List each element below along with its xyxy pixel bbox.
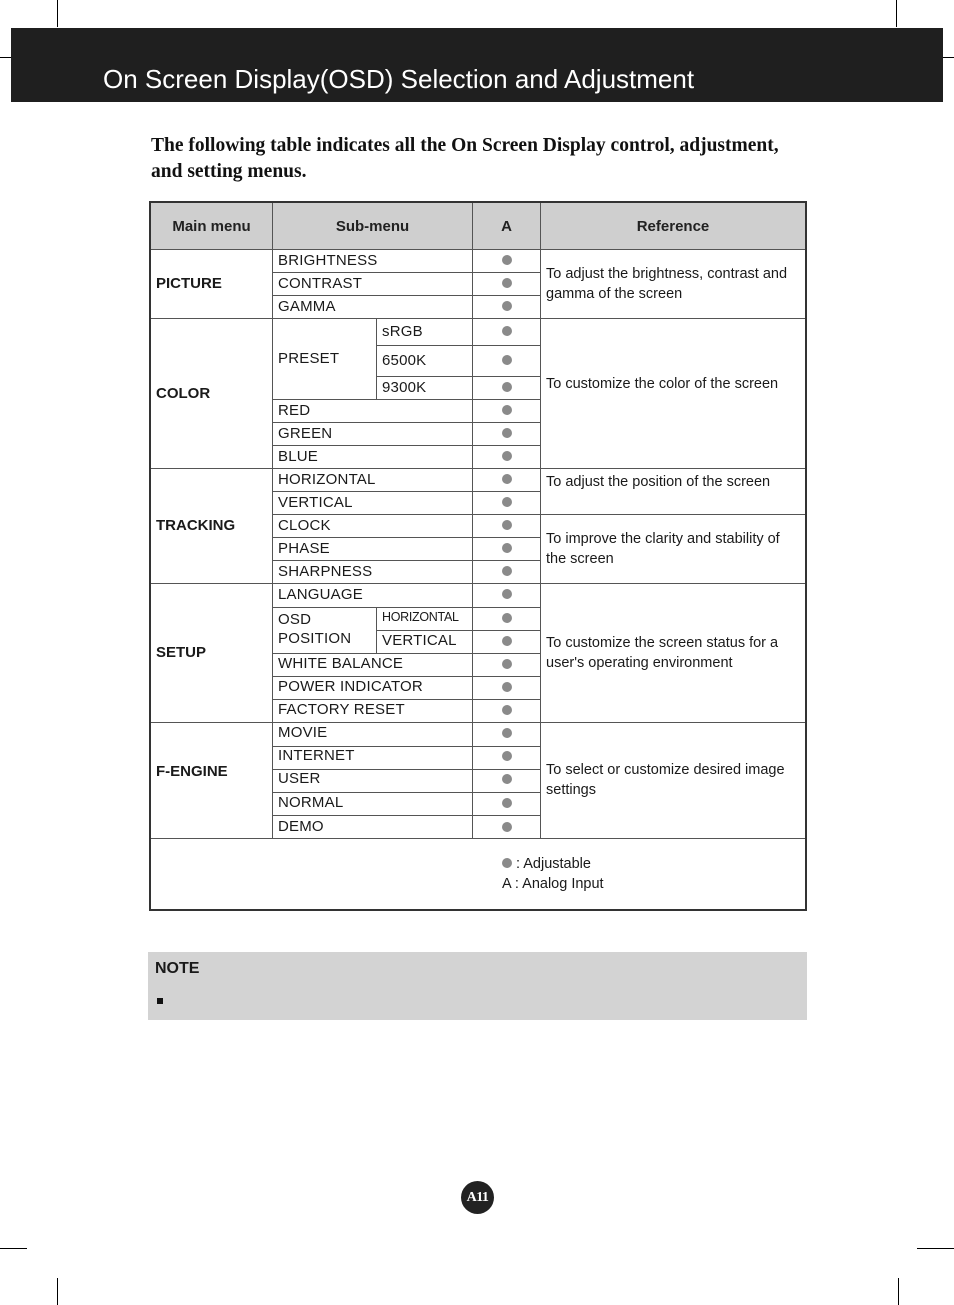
sub-menu-white-balance: WHITE BALANCE bbox=[278, 655, 404, 672]
sub-menu-user: USER bbox=[278, 770, 321, 787]
adjustable-dot bbox=[502, 428, 512, 438]
adjustable-dot bbox=[502, 301, 512, 311]
main-menu-picture: PICTURE bbox=[156, 275, 222, 292]
sub-menu-osd-vertical: VERTICAL bbox=[382, 632, 457, 649]
row-divider bbox=[273, 399, 541, 400]
sub-menu-sharpness: SHARPNESS bbox=[278, 563, 373, 580]
sub-menu-power-indicator: POWER INDICATOR bbox=[278, 678, 423, 695]
row-divider bbox=[377, 630, 541, 631]
bullet-icon bbox=[157, 998, 163, 1004]
main-menu-setup: SETUP bbox=[156, 644, 207, 661]
row-divider bbox=[273, 272, 541, 273]
sub-menu-vertical: VERTICAL bbox=[278, 494, 353, 511]
column-divider bbox=[272, 249, 273, 838]
row-divider bbox=[377, 376, 541, 377]
row-divider bbox=[273, 699, 541, 700]
adjustable-dot bbox=[502, 355, 512, 365]
sub-menu-6500k: 6500K bbox=[382, 352, 427, 369]
sub-menu-preset: PRESET bbox=[278, 350, 340, 367]
adjustable-dot bbox=[502, 566, 512, 576]
crop-mark bbox=[896, 0, 897, 27]
legend bbox=[502, 855, 604, 894]
sub-menu-movie: MOVIE bbox=[278, 724, 328, 741]
sub-menu-contrast: CONTRAST bbox=[278, 275, 363, 292]
reference-color: To customize the color of the screen bbox=[546, 376, 779, 392]
legend-dot-icon bbox=[502, 858, 512, 868]
group-divider bbox=[151, 838, 805, 839]
adjustable-dot bbox=[502, 497, 512, 507]
adjustable-dot bbox=[502, 682, 512, 692]
sub-menu-horizontal: HORIZONTAL bbox=[278, 471, 376, 488]
row-divider bbox=[273, 445, 541, 446]
sub-menu-demo: DEMO bbox=[278, 818, 324, 835]
header-reference: Reference bbox=[541, 203, 805, 249]
adjustable-dot bbox=[502, 474, 512, 484]
adjustable-dot bbox=[502, 705, 512, 715]
adjustable-dot bbox=[502, 451, 512, 461]
main-menu-tracking: TRACKING bbox=[156, 517, 236, 534]
sub-menu-brightness: BRIGHTNESS bbox=[278, 252, 378, 269]
adjustable-dot bbox=[502, 326, 512, 336]
sub-menu-osd-horizontal: HORIZONTAL bbox=[382, 610, 459, 624]
crop-mark bbox=[898, 1278, 899, 1305]
row-divider bbox=[273, 815, 541, 816]
reference-f-engine: To select or customize desired image settings bbox=[546, 762, 785, 798]
reference-setup: To customize the screen status for a user's operating environment bbox=[546, 635, 779, 671]
adjustable-dot bbox=[502, 405, 512, 415]
row-divider bbox=[273, 560, 541, 561]
sub-menu-9300k: 9300K bbox=[382, 379, 427, 396]
header-analog: A bbox=[473, 203, 541, 249]
row-divider bbox=[273, 792, 541, 793]
adjustable-dot bbox=[502, 255, 512, 265]
sub-menu-gamma: GAMMA bbox=[278, 298, 336, 315]
crop-mark bbox=[0, 57, 11, 58]
group-divider bbox=[151, 722, 805, 723]
group-divider bbox=[151, 583, 805, 584]
sub-menu-clock: CLOCK bbox=[278, 517, 331, 534]
row-divider bbox=[273, 607, 541, 608]
sub-menu-factory-reset: FACTORY RESET bbox=[278, 701, 405, 718]
sub-menu-position: POSITION bbox=[278, 630, 352, 647]
sub-menu-red: RED bbox=[278, 402, 311, 419]
adjustable-dot bbox=[502, 751, 512, 761]
adjustable-dot bbox=[502, 636, 512, 646]
row-divider bbox=[273, 295, 541, 296]
row-divider bbox=[273, 676, 541, 677]
reference-picture: To adjust the brightness, contrast and gamma of the screen bbox=[546, 266, 788, 302]
sub-menu-osd: OSD bbox=[278, 611, 312, 628]
adjustable-dot bbox=[502, 728, 512, 738]
crop-mark bbox=[57, 0, 58, 27]
preset-divider bbox=[376, 318, 377, 399]
column-divider bbox=[540, 249, 541, 838]
adjustable-dot bbox=[502, 659, 512, 669]
page-number-badge: A11 bbox=[461, 1181, 494, 1214]
page-title: On Screen Display(OSD) Selection and Adjustment bbox=[103, 64, 695, 94]
crop-mark bbox=[57, 1278, 58, 1305]
sub-menu-phase: PHASE bbox=[278, 540, 330, 557]
adjustable-dot bbox=[502, 822, 512, 832]
note-box bbox=[148, 952, 807, 1020]
header-divider bbox=[151, 249, 805, 250]
group-divider bbox=[151, 468, 805, 469]
legend-analog: A : Analog Input bbox=[502, 875, 604, 892]
group-divider bbox=[151, 318, 805, 319]
row-divider bbox=[273, 491, 541, 492]
reference-tracking-position: To adjust the position of the screen bbox=[546, 474, 771, 490]
column-divider bbox=[472, 249, 473, 838]
intro-text: The following table indicates all the On Screen Display control, adjustment, and setting menus. bbox=[151, 135, 779, 182]
crop-mark bbox=[0, 1248, 27, 1249]
sub-menu-green: GREEN bbox=[278, 425, 333, 442]
sub-menu-language: LANGUAGE bbox=[278, 586, 363, 603]
row-divider bbox=[273, 653, 541, 654]
note-title: NOTE bbox=[155, 960, 200, 977]
reference-divider bbox=[541, 514, 805, 515]
crop-mark bbox=[943, 57, 954, 58]
adjustable-dot bbox=[502, 382, 512, 392]
main-menu-f-engine: F-ENGINE bbox=[156, 763, 228, 780]
reference-tracking-clarity: To improve the clarity and stability of the screen bbox=[546, 531, 780, 567]
header-sub-menu: Sub-menu bbox=[273, 203, 473, 249]
header-main-menu: Main menu bbox=[151, 203, 273, 249]
adjustable-dot bbox=[502, 613, 512, 623]
sub-menu-normal: NORMAL bbox=[278, 794, 344, 811]
sub-menu-internet: INTERNET bbox=[278, 747, 355, 764]
adjustable-dot bbox=[502, 543, 512, 553]
row-divider bbox=[377, 345, 541, 346]
sub-menu-srgb: sRGB bbox=[382, 323, 423, 340]
adjustable-dot bbox=[502, 589, 512, 599]
osd-menu-table bbox=[149, 201, 807, 911]
row-divider bbox=[273, 422, 541, 423]
adjustable-dot bbox=[502, 520, 512, 530]
legend-adjustable: : Adjustable bbox=[502, 855, 604, 875]
adjustable-dot bbox=[502, 278, 512, 288]
sub-menu-blue: BLUE bbox=[278, 448, 318, 465]
adjustable-dot bbox=[502, 774, 512, 784]
adjustable-dot bbox=[502, 798, 512, 808]
row-divider bbox=[273, 514, 541, 515]
crop-mark bbox=[917, 1248, 954, 1249]
row-divider bbox=[273, 537, 541, 538]
main-menu-color: COLOR bbox=[156, 385, 211, 402]
